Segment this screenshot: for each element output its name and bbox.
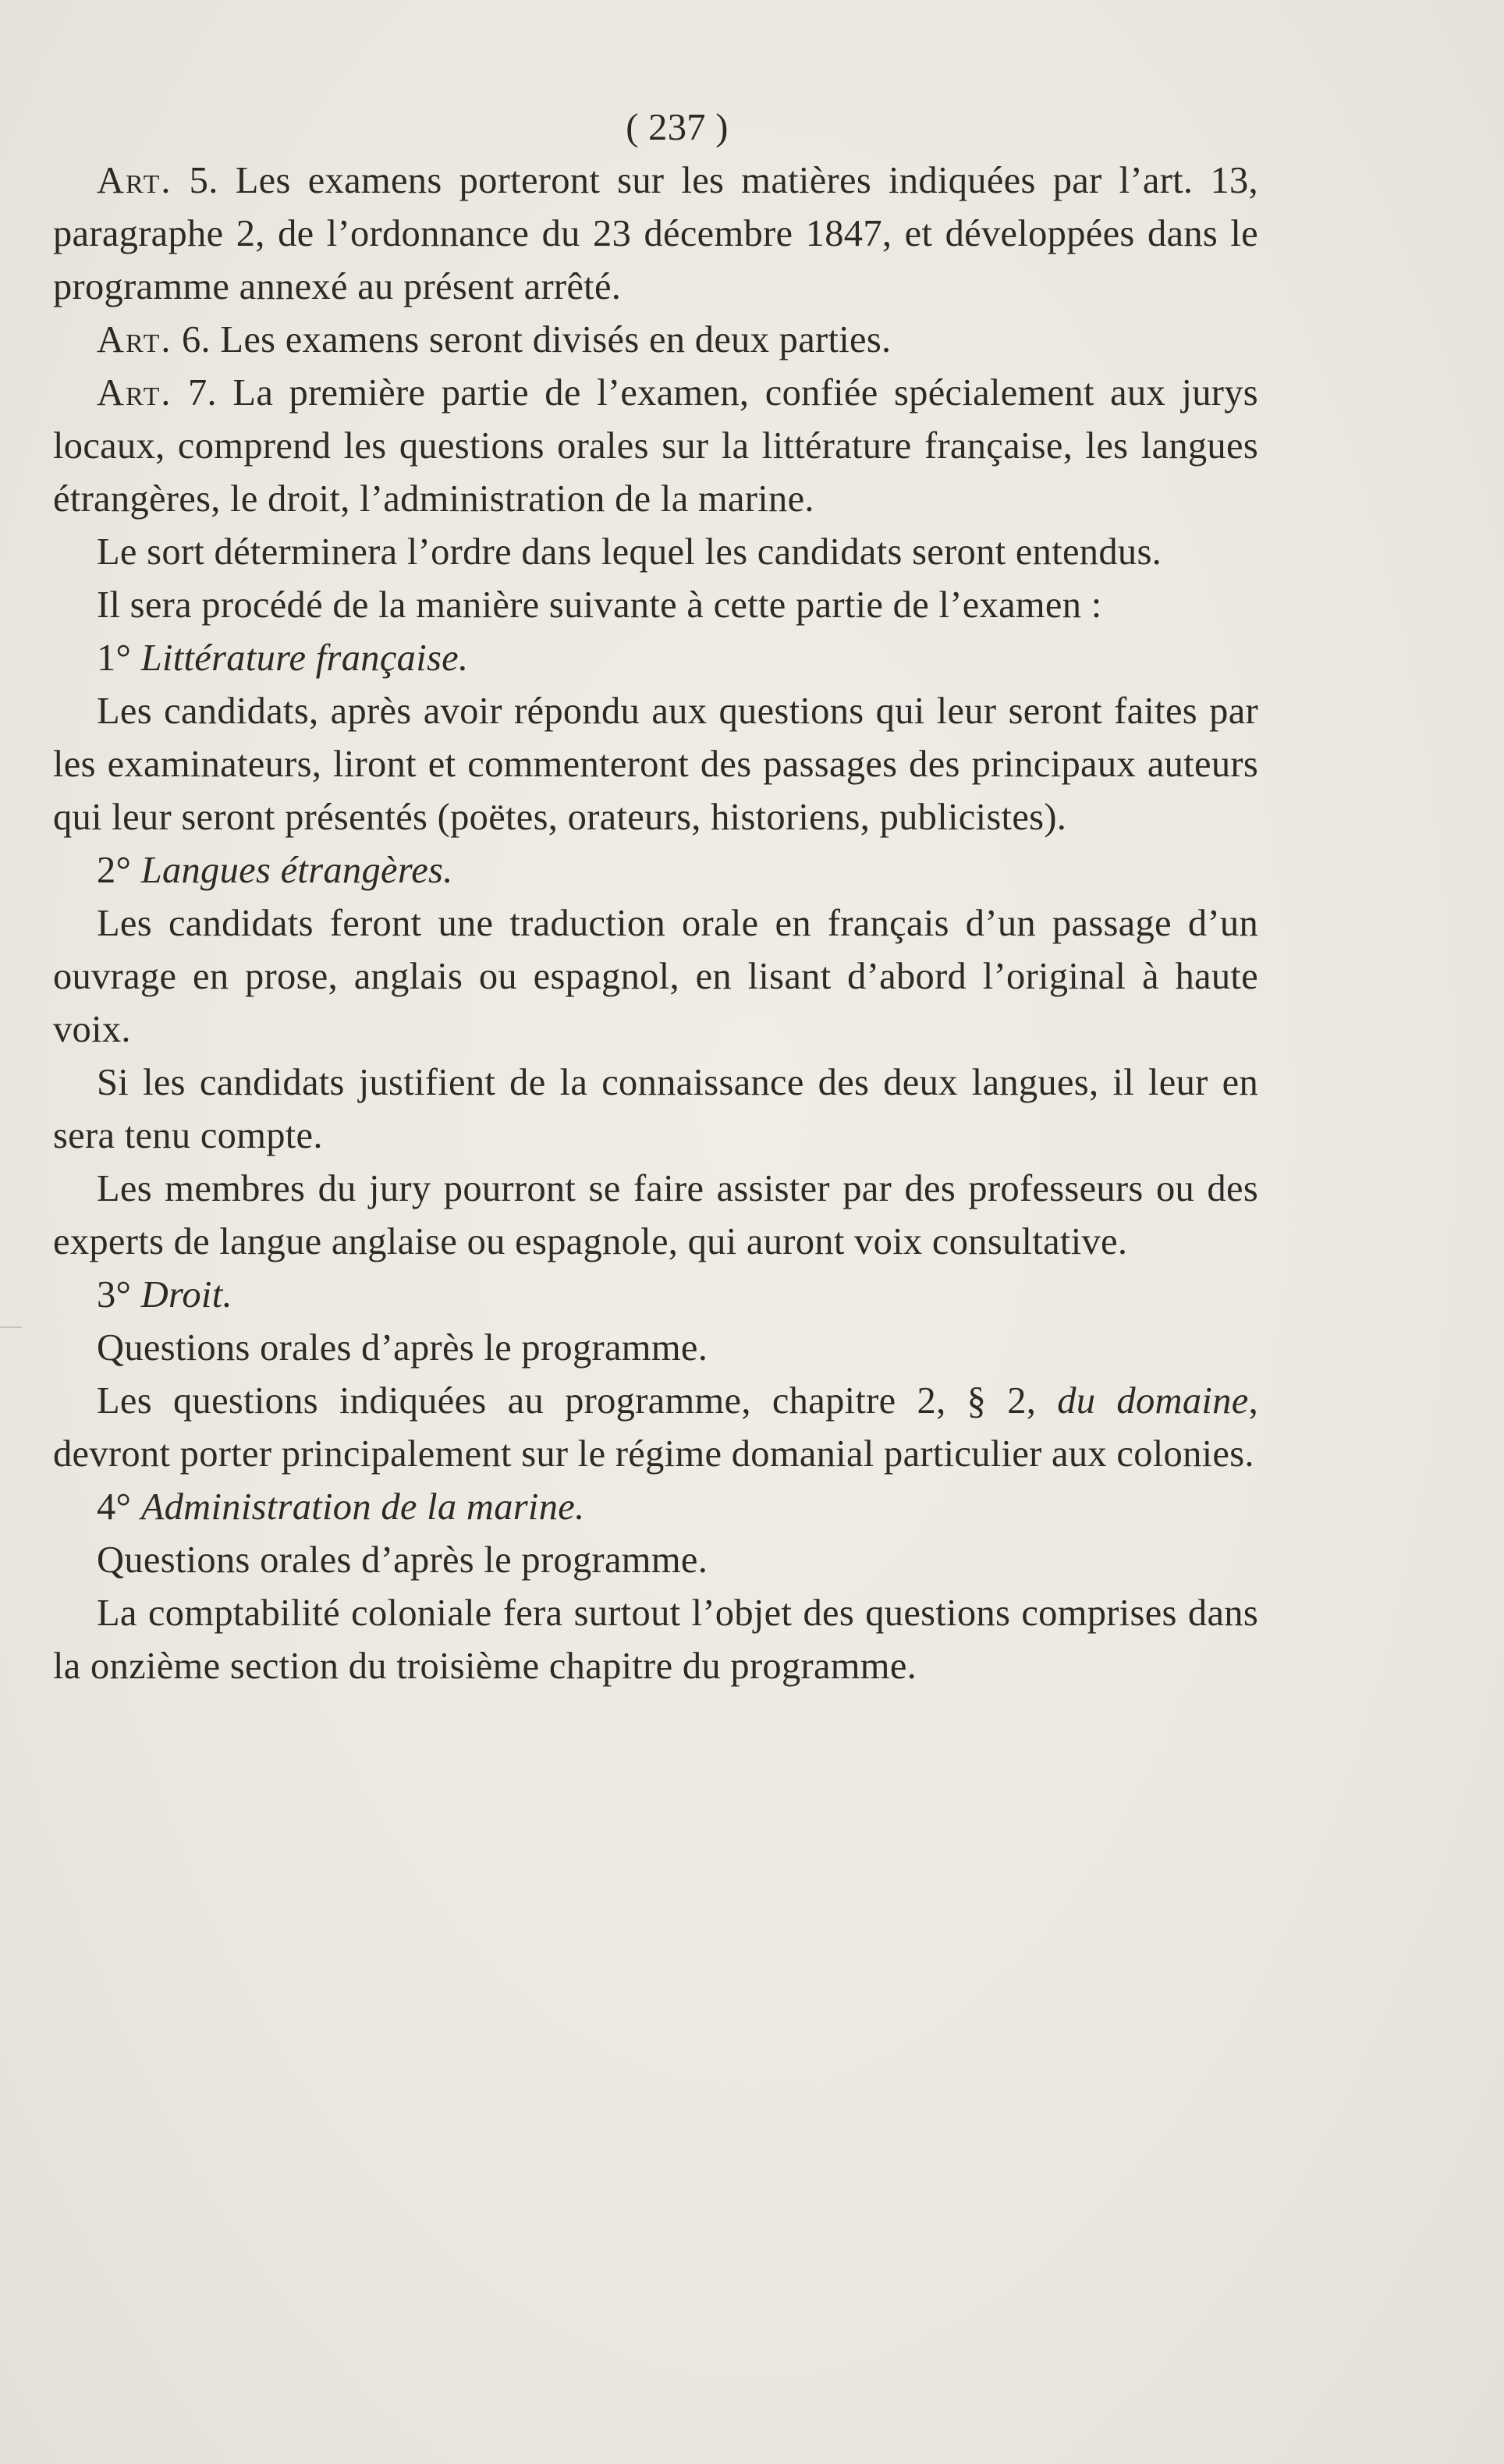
margin-mark (0, 1326, 22, 1328)
page-text (53, 101, 1258, 1693)
paragraph-section-2a: Les candidats feront une traduction orale en français d’un passage d’un ouvrage en prose, anglais ou espagnol, en lisant d’abord l’original à haute voix. (53, 903, 1258, 1050)
article-number: 5. (189, 160, 218, 201)
section-number: 1° (97, 637, 132, 679)
paragraph-section-4b: La comptabilité coloniale fera surtout l’objet des questions comprises dans la onzième section du troisième chapitre du programme. (53, 1592, 1258, 1687)
section-title: Langues étrangères. (140, 850, 453, 891)
section-number: 4° (97, 1486, 132, 1528)
paragraph-section-4a: Questions orales d’après le programme. (97, 1539, 708, 1581)
text-fragment: , devront porter principalement sur le régime domanial particulier aux colonies. (53, 1380, 1258, 1475)
article-text: Les examens porteront sur les matières indiquées par l’art. 13, paragraphe 2, de l’ordonnance du 23 décembre 1847, et développées dans le programme annexé au présent arrêté. (53, 160, 1258, 307)
text-fragment: Les questions indiquées au programme, chapitre 2, § 2, (97, 1380, 1037, 1422)
paragraph-section-3a: Questions orales d’après le programme. (97, 1327, 708, 1369)
paragraph-section-2c: Les membres du jury pourront se faire assister par des professeurs ou des experts de langue anglaise ou espagnole, qui auront voix consultative. (53, 1168, 1258, 1262)
article-number: 6. (182, 319, 211, 360)
section-title: Administration de la marine. (140, 1486, 585, 1528)
article-label: Art. (97, 372, 172, 414)
section-number: 3° (97, 1274, 132, 1315)
article-label: Art. (97, 160, 172, 201)
paragraph-section-2b: Si les candidats justifient de la connaissance des deux langues, il leur en sera tenu compte. (53, 1062, 1258, 1156)
paragraph-procede: Il sera procédé de la manière suivante à cette partie de l’examen : (97, 584, 1102, 626)
article-5 (53, 154, 1258, 314)
section-3-heading (53, 1269, 1258, 1322)
article-6 (53, 314, 1258, 367)
page-number: ( 237 ) (626, 107, 729, 148)
article-number: 7. (187, 372, 217, 414)
article-7 (53, 367, 1258, 526)
article-label: Art. (97, 319, 172, 360)
section-2-heading (53, 844, 1258, 897)
section-title: Littérature française. (140, 637, 469, 679)
section-4-heading (53, 1481, 1258, 1534)
italic-fragment: du domaine (1057, 1380, 1249, 1422)
paragraph-section-3b (53, 1375, 1258, 1481)
section-1-heading (53, 632, 1258, 685)
article-text: La première partie de l’examen, confiée spécialement aux jurys locaux, comprend les questions orales sur la littérature française, les langues étrangères, le droit, l’administration de la marine. (53, 372, 1258, 520)
paragraph-sort: Le sort déterminera l’ordre dans lequel les candidats seront entendus. (97, 531, 1162, 573)
article-text: Les examens seront divisés en deux parties. (220, 319, 892, 360)
paragraph-section-1: Les candidats, après avoir répondu aux questions qui leur seront faites par les examinateurs, liront et commenteront des passages des principaux auteurs qui leur seront présentés (poëtes, orateurs, historiens, publicistes). (53, 691, 1258, 838)
section-title: Droit. (140, 1274, 232, 1315)
section-number: 2° (97, 850, 132, 891)
